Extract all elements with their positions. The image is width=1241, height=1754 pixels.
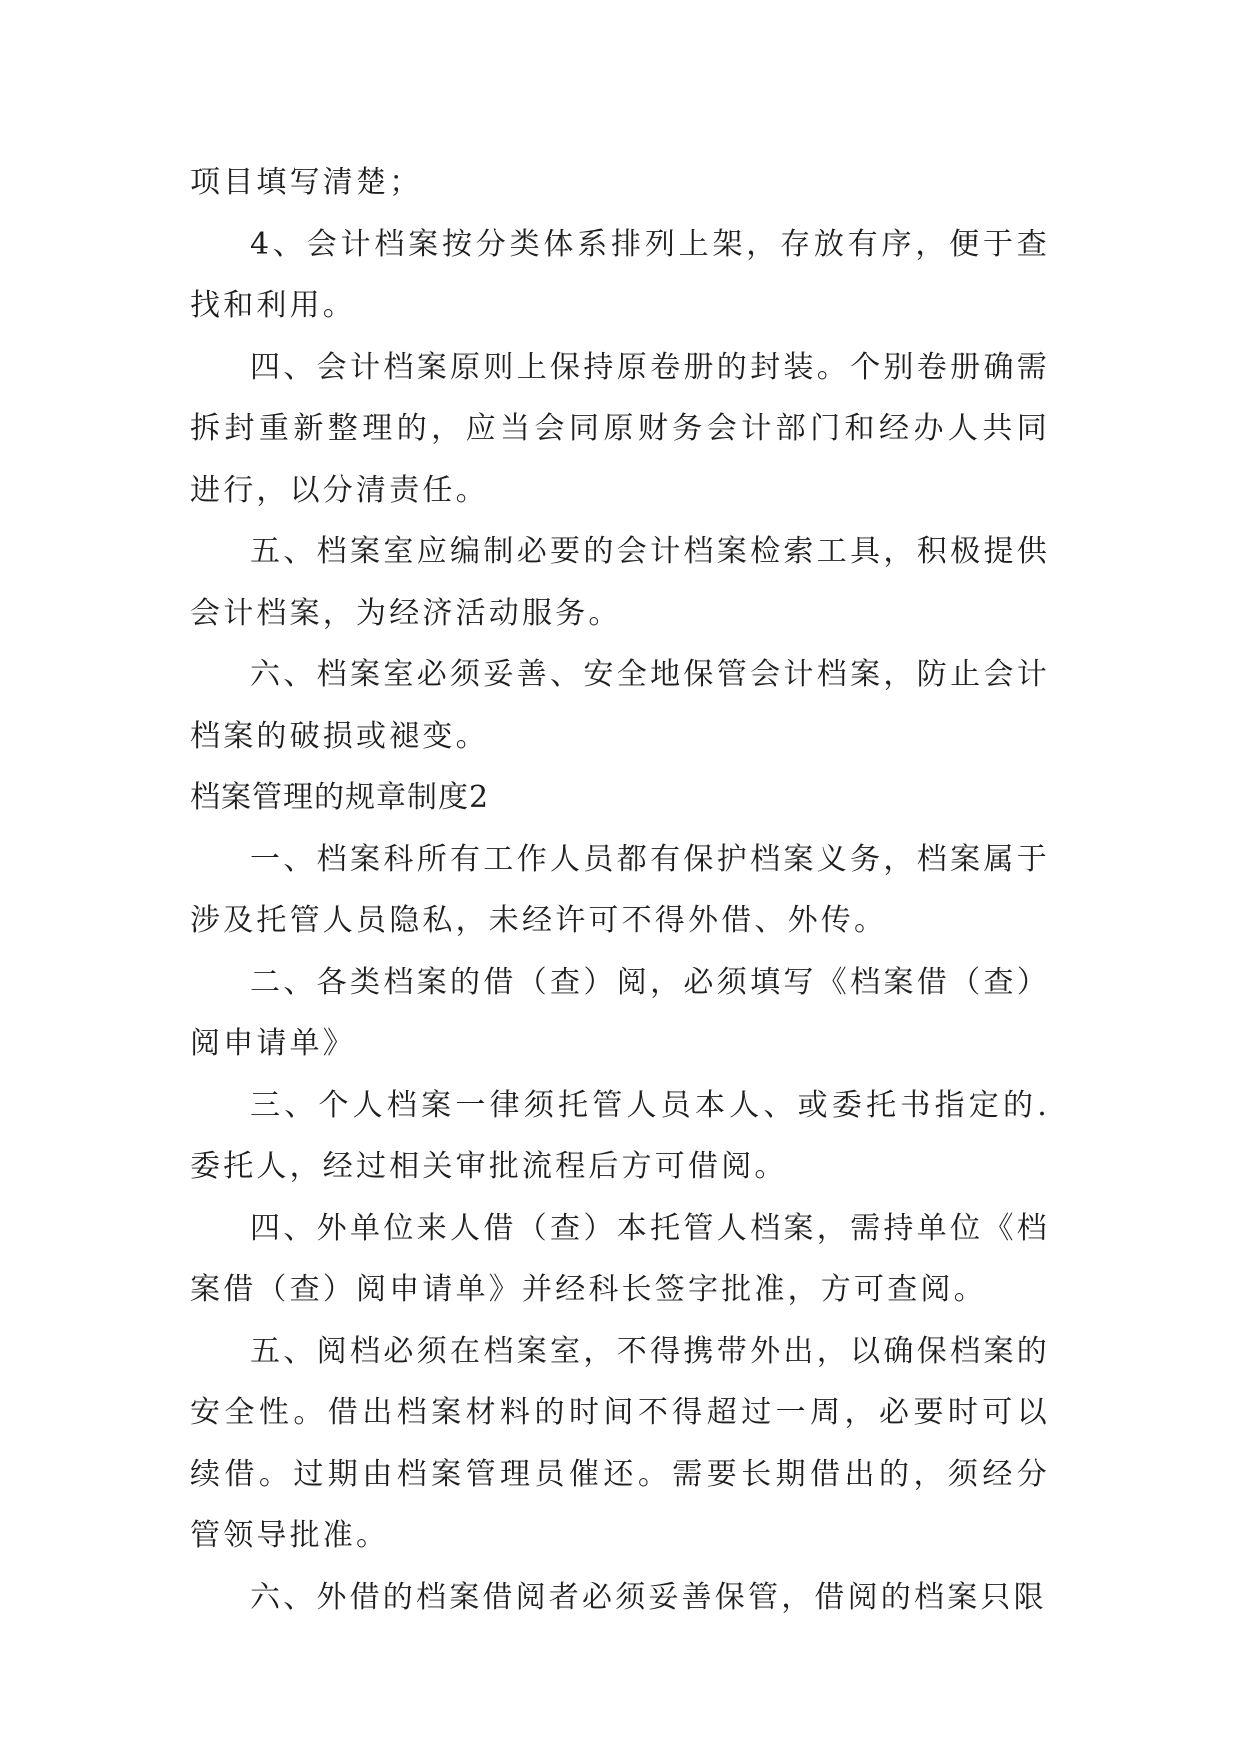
paragraph-rule-5: 五、阅档必须在档案室，不得携带外出，以确保档案的安全性。借出档案材料的时间不得超过一周，必要时可以续借。过期由档案管理员催还。需要长期借出的，须经分管领导批准。 [190, 1333, 1050, 1553]
paragraph-item-4: 4、会计档案按分类体系排列上架，存放有序，便于查找和利用。 [190, 226, 1050, 323]
paragraph-rule-3: 三、个人档案一律须托管人员本人、或委托书指定的.委托人，经过相关审批流程后方可借阅。 [190, 1087, 1050, 1184]
paragraph-section-5: 五、档案室应编制必要的会计档案检索工具，积极提供会计档案，为经济活动服务。 [190, 534, 1050, 631]
paragraph-rule-1: 一、档案科所有工作人员都有保护档案义务，档案属于涉及托管人员隐私，未经许可不得外借、外传。 [190, 841, 1050, 938]
paragraph-rule-2: 二、各类档案的借（查）阅，必须填写《档案借（查）阅申请单》 [190, 964, 1050, 1061]
paragraph-section-6: 六、档案室必须妥善、安全地保管会计档案，防止会计档案的破损或褪变。 [190, 657, 1050, 754]
paragraph-section-4: 四、会计档案原则上保持原卷册的封装。个别卷册确需拆封重新整理的，应当会同原财务会计部门和经办人共同进行，以分清责任。 [190, 349, 1050, 508]
document-body [190, 152, 1050, 1628]
section-heading: 档案管理的规章制度2 [190, 780, 490, 815]
paragraph-rule-4: 四、外单位来人借（查）本托管人档案，需持单位《档案借（查）阅申请单》并经科长签字批准，方可查阅。 [190, 1210, 1050, 1307]
paragraph-continued: 项目填写清楚； [190, 165, 423, 200]
paragraph-rule-6: 六、外借的档案借阅者必须妥善保管，借阅的档案只限 [250, 1579, 1047, 1615]
